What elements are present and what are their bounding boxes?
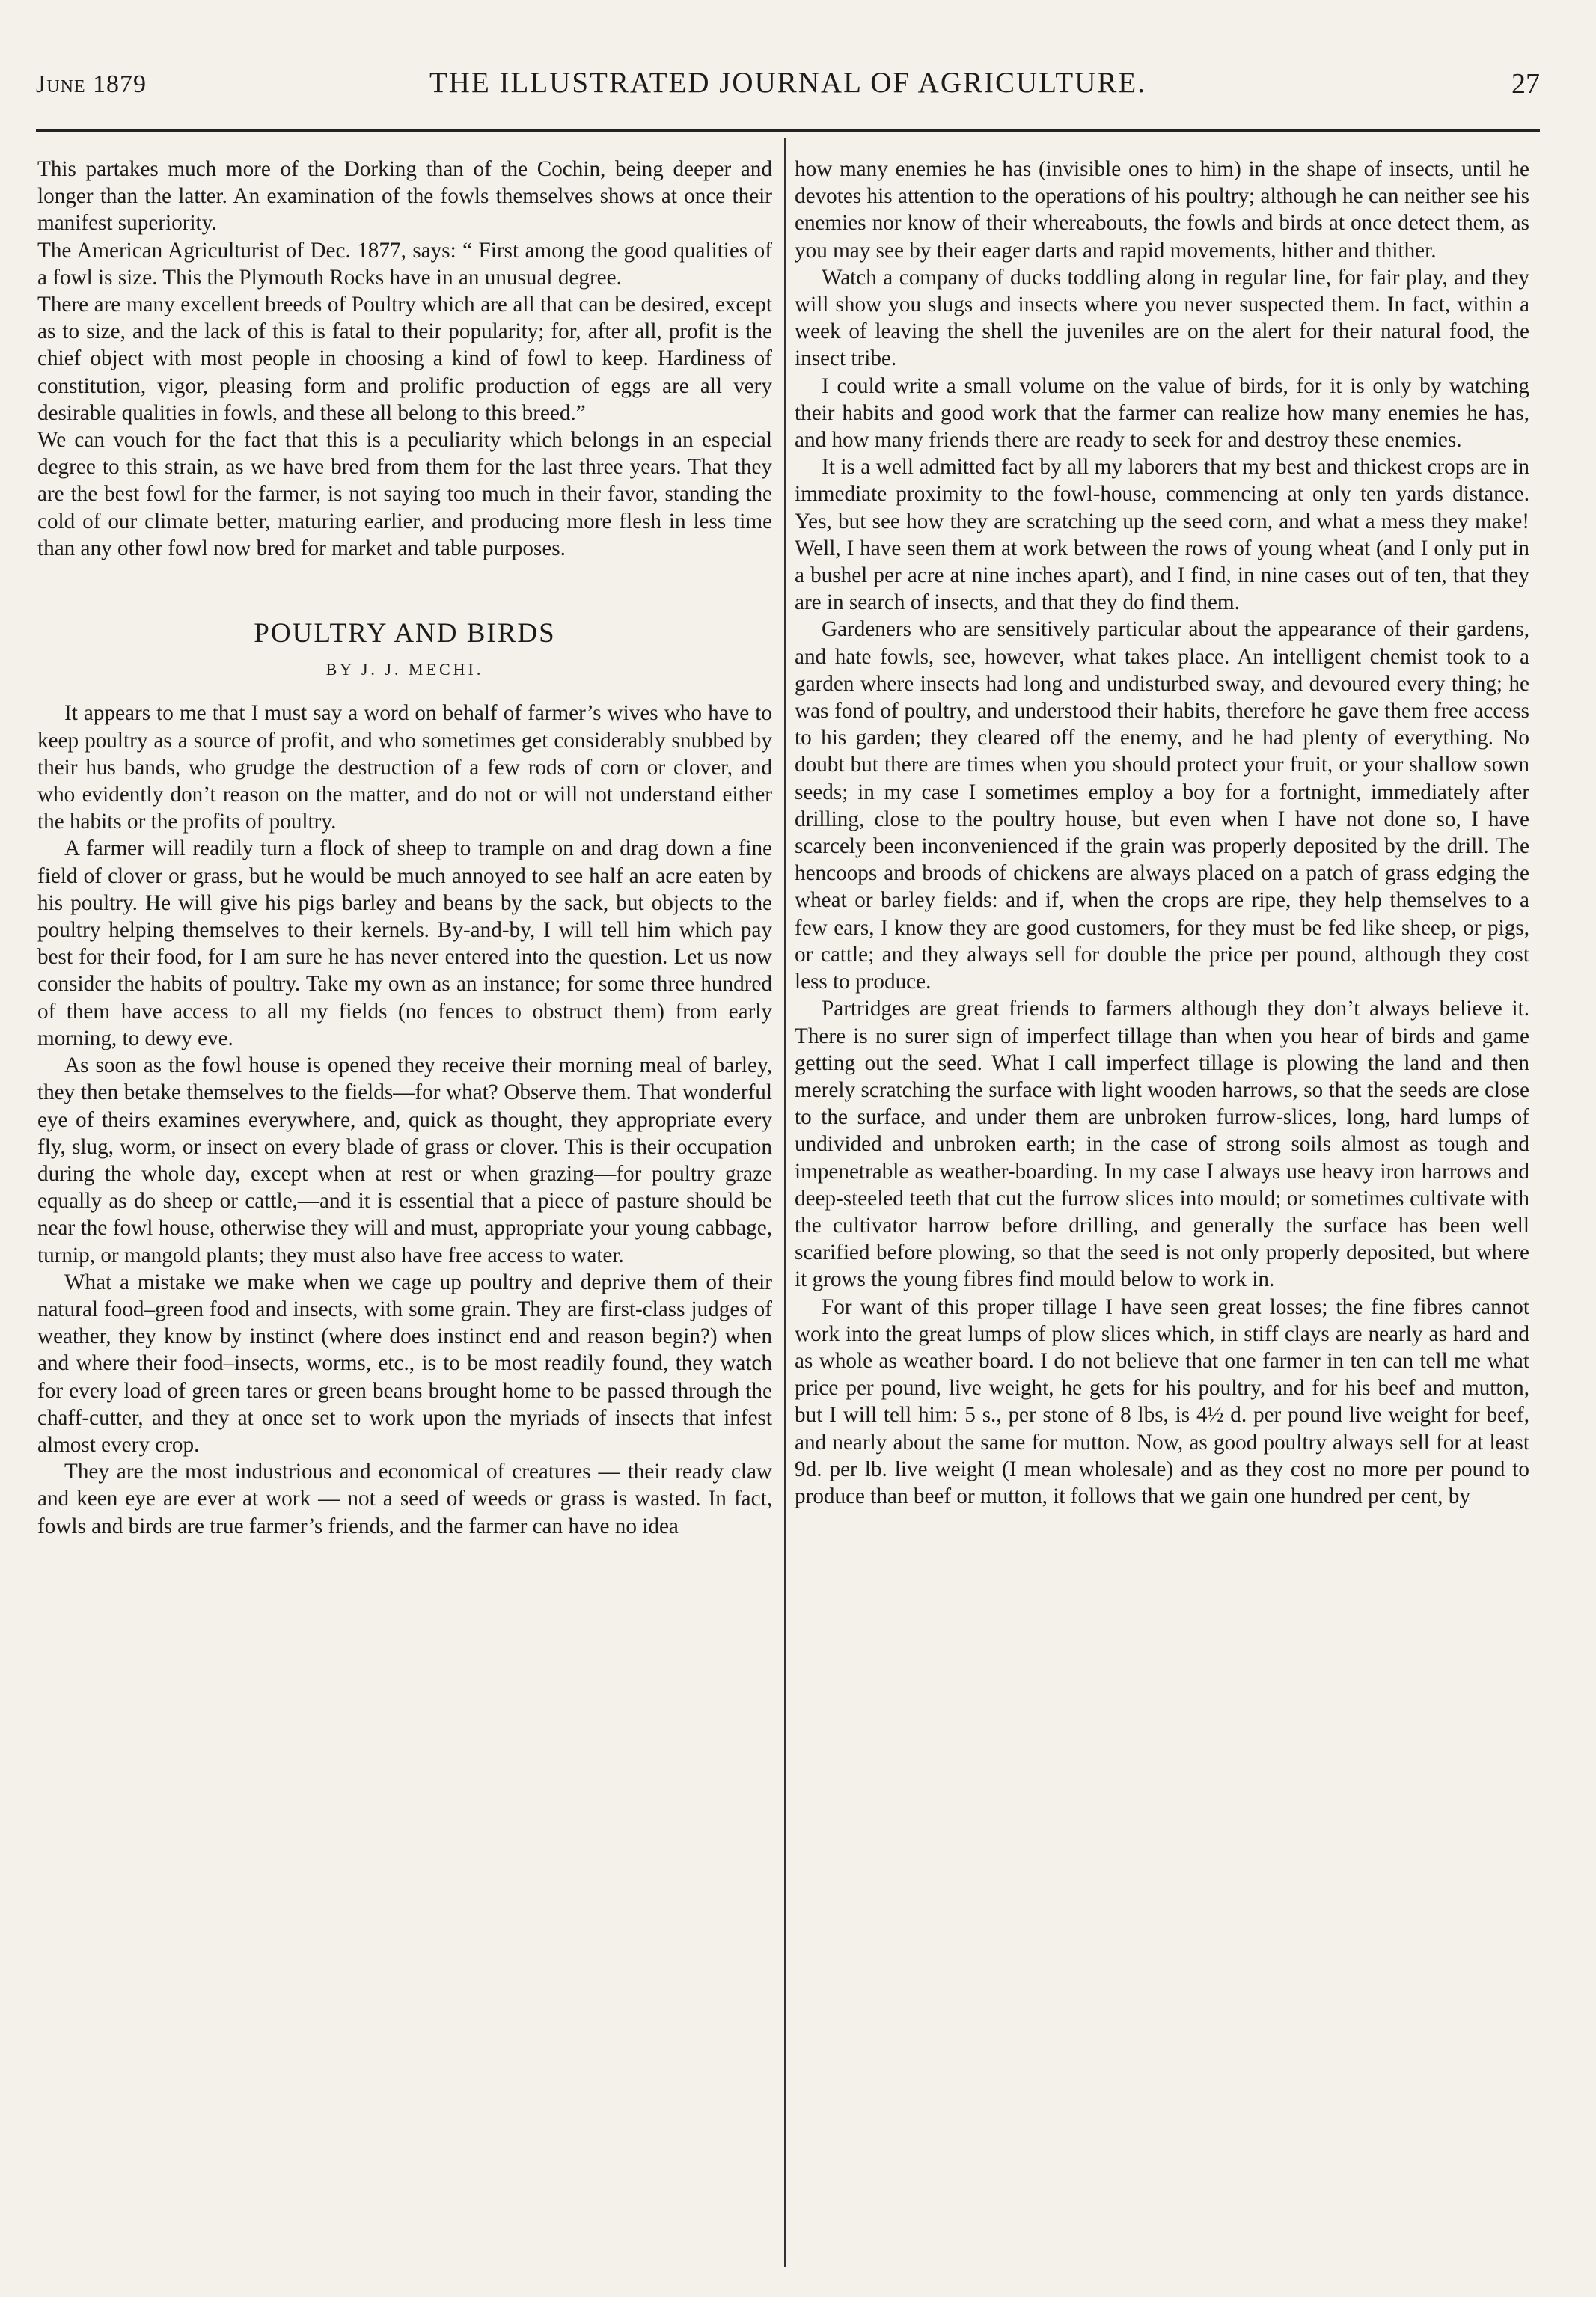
paragraph: The American Agriculturist of Dec. 1877, says: “ First among the good qualities of a fowl is size. This the Plymouth Rocks have in an unusual degree. xyxy=(37,238,772,290)
column-separator xyxy=(784,138,786,2267)
issue-date: June 1879 xyxy=(36,70,147,98)
header-rule-thick xyxy=(36,129,1540,132)
journal-title: THE ILLUSTRATED JOURNAL OF AGRICULTURE. xyxy=(429,67,1147,99)
paragraph: It is a well admitted fact by all my laborers that my best and thickest crops are in immediate proximity to the fowl-house, commencing at only ten yards distance. Yes, but see how they are scratching up the seed corn, and what a mess they make! Well, I have seen them at work between the rows of young wheat (and I only put in a bushel per acre at nine inches apart), and I find, in nine cases out of ten, that they are in search of insects, and that they do find them. xyxy=(795,455,1529,615)
right-column xyxy=(795,156,1529,1510)
paragraph: I could write a small volume on the value of birds, for it is only by watching their habits and good work that the farmer can realize how many enemies he has, and how many friends there are ready to seek for and destroy these enemies. xyxy=(795,373,1529,453)
paragraph: They are the most industrious and economical of creatures — their ready claw and keen eye are ever at work — not a seed of weeds or grass is wasted. In fact, fowls and birds are true farmer’s friends, and the farmer can have no idea xyxy=(37,1460,772,1538)
paragraph: For want of this proper tillage I have seen great losses; the fine fibres cannot work into the great lumps of plow slices which, in stiff clays are nearly as hard and as whole as weather board. I do not believe that one farmer in ten can tell me what price per pound, live weight, he gets for his poultry, and for his beef and mutton, but I will tell him: 5 s., per stone of 8 lbs, is 4½ d. per pound live weight for beef, and nearly about the same for mutton. Now, as good poultry always sell for at least 9d. per lb. live weight (I mean wholesale) and as they cost no more per pound to produce than beef or mutton, it follows that we gain one hundred per cent, by xyxy=(795,1294,1529,1508)
paragraph: A farmer will readily turn a flock of sheep to trample on and drag down a fine field of clover or grass, but he would be much annoyed to see half an acre eaten by his poultry. He will give his pigs barley and beans by the sack, but objects to the poultry helping themselves to their kernels. By-and-by, I will tell him which pay best for their food, for I am sure he has never entered into the question. Let us now consider the habits of poultry. Take my own as an instance; for some three hundred of them have access to all my fields (no fences to obstruct them) from early morning, to dewy eve. xyxy=(37,836,772,1050)
left-column xyxy=(37,156,772,1540)
running-header xyxy=(36,66,1540,111)
article-title: POULTRY AND BIRDS xyxy=(254,618,556,649)
paragraph: how many enemies he has (invisible ones to him) in the shape of insects, until he devotes his attention to the operations of his poultry; although he can neither see his enemies nor know of their whereabouts, the fowls and birds at once detect them, as you may see by their eager darts and rapid movements, hither and thither. xyxy=(795,157,1529,263)
paragraph: This partakes much more of the Dorking than of the Cochin, being deeper and longer than the latter. An examination of the fowls themselves shows at once their manifest superiority. xyxy=(37,157,772,236)
paragraph: Gardeners who are sensitively particular about the appearance of their gardens, and hate fowls, see, however, what takes place. An intelligent chemist took to a garden where insects had long and undisturbed sway, and devoured every thing; he was fond of poultry, and understood their habits, therefore he gave them free access to his garden; they cleared off the enemy, and he had plenty of everything. No doubt but there are times when you should protect your fruit, or your shallow sown seeds; in my case I sometimes employ a boy for a fortnight, immediately after drilling, close to the poultry house, but even when I have not done so, I have scarcely been inconvenienced if the grain was properly deposited by the drill. The hencoops and broods of chickens are always placed on a patch of grass edging the wheat or barley fields: and if, when the crops are ripe, they help themselves to a few ears, I know they are good customers, for they must be fed like sheep, or pigs, or cattle; and they always sell for double the price per pound, although they cost less to produce. xyxy=(795,617,1529,994)
page-number: 27 xyxy=(1511,68,1540,100)
paragraph: Watch a company of ducks toddling along in regular line, for fair play, and they will show you slugs and insects where you never suspected them. In fact, within a week of leaving the shell the juveniles are on the alert for their natural food, the insect tribe. xyxy=(795,265,1529,371)
paragraph: There are many excellent breeds of Poultry which are all that can be desired, except as to size, and the lack of this is fatal to their popularity; for, after all, profit is the chief object with most people in choosing a kind of fowl to keep. Hardiness of constitution, vigor, pleasing form and prolific production of eggs are all very desirable qualities in fowls, and these all belong to this breed.” xyxy=(37,293,772,425)
paragraph: Partridges are great friends to farmers although they don’t always believe it. There is no surer sign of imperfect tillage than when you hear of birds and game getting out the seed. What I call imperfect tillage is plowing the land and then merely scratching the surface with light wooden harrows, so that the seeds are close to the surface, and under them are unbroken furrow-slices, long, hard lumps of undivided and unbroken earth; in the case of strong soils almost as tough and impenetrable as weather-boarding. In my case I always use heavy iron harrows and deep-steeled teeth that cut the furrow slices into mould; or sometimes cultivate with the cultivator harrow before drilling, and generally the surface has been well scarified before plowing, so that the seed is not only properly deposited, but where it grows the young fibres find mould below to work in. xyxy=(795,997,1529,1292)
paragraph: We can vouch for the fact that this is a peculiarity which belongs in an especial degree to this strain, as we have bred from them for the last three years. That they are the best fowl for the farmer, is not saying too much in their favor, standing the cold of our climate better, maturing earlier, and producing more flesh in less time than any other fowl now bred for market and table purposes. xyxy=(37,428,772,560)
paragraph: It appears to me that I must say a word on behalf of farmer’s wives who have to keep poultry as a source of profit, and who sometimes get considerably snubbed by their hus bands, who grudge the destruction of a few rods of corn or clover, and who evidently don’t reason on the matter, and do not or will not understand either the habits or the profits of poultry. xyxy=(37,701,772,834)
paragraph: As soon as the fowl house is opened they receive their morning meal of barley, they then betake themselves to the fields—for what? Observe them. That wonderful eye of theirs examines everywhere, and, quick as thought, they appropriate every fly, slug, worm, or insect on every blade of grass or clover. This is their occupation during the whole day, except when at rest or when grazing—for poultry graze equally as do sheep or cattle,—and it is essential that a piece of pasture should be near the fowl house, otherwise they will and must, appropriate your young cabbage, turnip, or mangold plants; they must also have free access to water. xyxy=(37,1053,772,1267)
article-byline: BY J. J. MECHI. xyxy=(325,660,484,679)
paragraph: What a mistake we make when we cage up poultry and deprive them of their natural food–green food and insects, with some grain. They are first-class judges of weather, they know by instinct (where does instinct end and reason begin?) when and where their food–insects, worms, etc., is to be most readily found, they watch for every load of green tares or green beans brought home to be passed through the chaff-cutter, and they at once set to work upon the myriads of insects that infest almost every crop. xyxy=(37,1270,772,1457)
